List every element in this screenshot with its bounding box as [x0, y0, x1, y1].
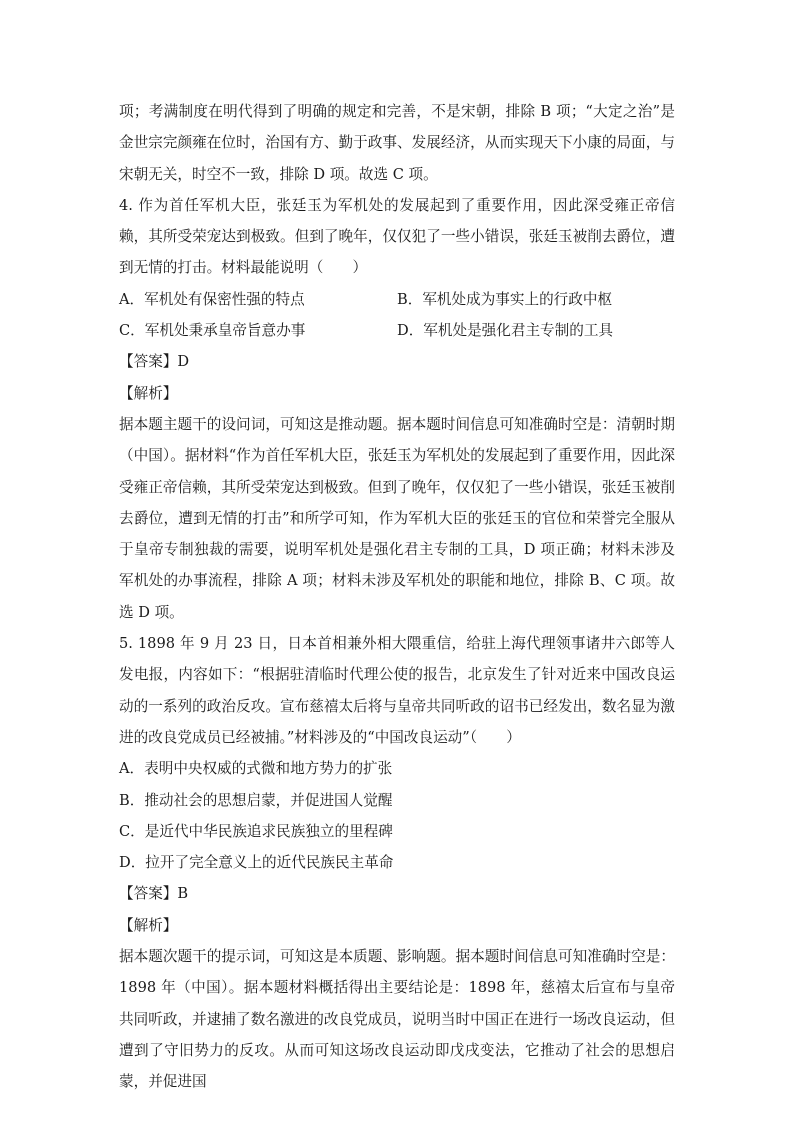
question-4-option-b: B．军机处成为事实上的行政中枢	[397, 290, 613, 308]
question-4-analysis-label: 【解析】	[119, 384, 178, 402]
question-4-stem: 4. 作为首任军机大臣，张廷玉为军机处的发展起到了重要作用，因此深受雍正帝信赖，其所受荣宠达到极致。但到了晚年，仅仅犯了一些小错误，张廷玉被削去爵位，遭到无情的打击。材料最能说明（ ）	[119, 196, 675, 277]
question-4-option-d: D．军机处是强化君主专制的工具	[397, 322, 614, 340]
question-5-answer: 【答案】B	[119, 885, 189, 903]
question-5-option-d: D．拉开了完全意义上的近代民族民主革命	[119, 854, 394, 872]
question-5-stem: 5. 1898 年 9 月 23 日，日本首相兼外相大隈重信，给驻上海代理领事诸井六郎等人发电报，内容如下：“根据驻清临时代理公使的报告，北京发生了针对近来中国改良运动的一系列的政治反攻。宣布慈禧太后将与皇帝共同听政的诏书已经发出，数名显为激进的改良党成员已经被捕。”材料涉及的“中国改良运动”（ ）	[119, 635, 675, 746]
question-5-analysis-label: 【解析】	[119, 916, 178, 934]
question-5-option-c: C．是近代中华民族追求民族独立的里程碑	[119, 822, 393, 840]
question-4-answer: 【答案】D	[119, 353, 190, 371]
question-5	[119, 628, 675, 1097]
question-5-analysis: 据本题次题干的提示词，可知这是本质题、影响题。据本题时间信息可知准确时空是：1898 年（中国）。据本题材料概括得出主要结论是：1898 年，慈禧太后宣布与皇帝共同听政，并逮捕了数名激进的改良党成员，说明当时中国正在进行一场改良运动，但遭到了守旧势力的反攻。从而可知这场改良运动即戊戌变法，它推动了社会的思想启蒙，并促进国	[119, 948, 675, 1091]
intro-paragraph: 项；考满制度在明代得到了明确的规定和完善，不是宋朝，排除 B 项；“大定之治”是金世宗完颜雍在位时，治国有方、勤于政事、发展经济，从而实现天下小康的局面，与宋朝无关，时空不一致，排除 D 项。故选 C 项。	[119, 103, 675, 183]
question-4-option-c: C．军机处秉承皇帝旨意办事	[119, 322, 306, 340]
document-body	[119, 96, 675, 1098]
question-5-option-a: A．表明中央权威的式微和地方势力的扩张	[119, 760, 393, 778]
question-5-option-b: B．推动社会的思想启蒙，并促进国人觉醒	[119, 791, 393, 809]
question-4-options-row-1	[119, 284, 675, 315]
question-4-option-a: A．军机处有保密性强的特点	[119, 290, 305, 308]
question-4-analysis: 据本题主题干的设问词，可知这是推动题。据本题时间信息可知准确时空是：清朝时期（中国）。据材料“作为首任军机大臣，张廷玉为军机处的发展起到了重要作用，因此深受雍正帝信赖，其所受荣宠达到极致。但到了晚年，仅仅犯了一些小错误，张廷玉被削去爵位，遭到无情的打击”和所学可知，作为军机大臣的张廷玉的官位和荣誉完全服从于皇帝专制独裁的需要，说明军机处是强化君主专制的工具，D 项正确；材料未涉及军机处的办事流程，排除 A 项；材料未涉及军机处的职能和地位，排除 B、C 项。故选 D 项。	[119, 415, 675, 621]
question-4	[119, 190, 675, 628]
question-4-options-row-2	[119, 315, 675, 346]
